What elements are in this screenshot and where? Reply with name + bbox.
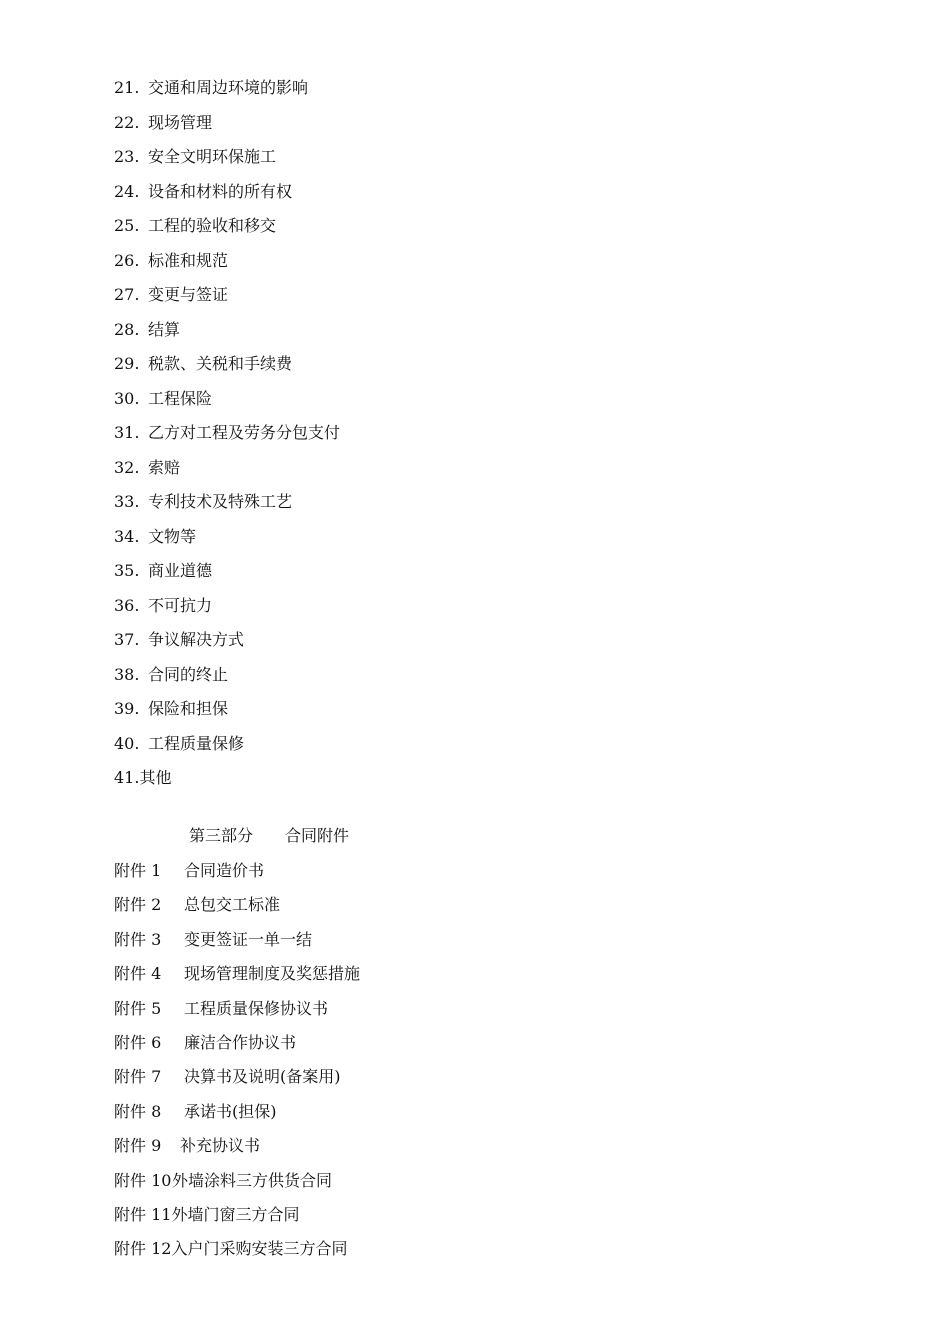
toc-item [114,592,340,627]
toc-item-number: 22. [114,112,140,132]
toc-item-number: 24. [114,181,140,201]
toc-item [114,178,340,213]
toc-item-title: 不可抗力 [148,595,213,615]
toc-item [114,419,340,454]
toc-item [114,523,340,558]
toc-item-number: 27. [114,285,140,304]
annex-item [114,1235,360,1269]
toc-item-number: 28. [114,319,140,339]
toc-item-number: 33. [114,492,140,511]
annex-list [114,857,360,1270]
annex-label: 附件 5 [114,998,162,1018]
annex-title: 补充协议书 [180,1136,261,1156]
toc-item [114,661,340,696]
annex-item [114,1029,360,1063]
toc-item [114,350,340,385]
toc-item [114,764,340,799]
annex-title: 决算书及说明(备案用) [184,1067,341,1087]
annex-title: 承诺书(担保) [184,1101,277,1121]
annex-item [114,1098,360,1132]
toc-item-title: 争议解决方式 [148,630,245,649]
toc-item [114,626,340,661]
toc-item [114,385,340,420]
toc-item [114,454,340,489]
toc-item-title: 设备和材料的所有权 [148,181,293,201]
annex-title: 总包交工标准 [184,895,281,915]
annex-label: 附件 3 [114,929,162,949]
annex-title: 廉洁合作协议书 [184,1032,297,1052]
annex-title: 变更签证一单一结 [184,929,313,949]
toc-item [114,488,340,523]
toc-item [114,695,340,730]
toc-item-number: 36. [114,595,140,615]
annex-item [114,960,360,994]
toc-item-number: 38. [114,664,140,684]
annex-title: 外墙门窗三方合同 [171,1204,300,1224]
annex-item [114,1167,360,1201]
annex-title: 入户门采购安装三方合同 [171,1239,348,1259]
toc-item [114,557,340,592]
annex-title: 合同造价书 [184,861,265,880]
annex-item [114,1063,360,1097]
toc-item-number: 25. [114,216,140,235]
toc-item-title: 工程的验收和移交 [148,216,277,235]
toc-item [114,247,340,282]
toc-item [114,74,340,109]
annex-label: 附件 4 [114,964,162,984]
toc-item-number: 23. [114,147,140,166]
toc-item-title: 交通和周边环境的影响 [148,78,309,97]
toc-item-title: 乙方对工程及劳务分包支付 [148,423,341,442]
toc-item-title: 标准和规范 [148,250,229,270]
annex-label: 附件 2 [114,895,162,915]
toc-list [114,74,340,799]
annex-label: 附件 7 [114,1067,162,1087]
toc-item [114,316,340,351]
toc-item [114,143,340,178]
toc-item-number: 41. [114,768,140,787]
annex-label: 附件 1 [114,861,162,880]
toc-item-title: 工程保险 [148,388,213,408]
annex-label: 附件 12 [114,1239,172,1259]
annex-item [114,891,360,925]
annex-title: 工程质量保修协议书 [184,998,329,1018]
annex-item [114,857,360,891]
part-three-title: 合同附件 [285,826,350,845]
toc-item-title: 工程质量保修 [148,733,245,753]
toc-item-number: 37. [114,630,140,649]
annex-label: 附件 11 [114,1204,172,1224]
annex-item [114,926,360,960]
part-three-label: 第三部分 [189,826,254,845]
toc-item-number: 34. [114,526,140,546]
toc-item [114,730,340,765]
toc-item-number: 31. [114,423,140,442]
toc-item-number: 26. [114,250,140,270]
toc-item-title: 保险和担保 [148,699,229,718]
toc-item [114,281,340,316]
toc-item-title: 结算 [148,319,181,339]
toc-item-title: 变更与签证 [148,285,229,304]
toc-item-number: 35. [114,561,140,580]
annex-label: 附件 6 [114,1032,162,1052]
annex-title: 外墙涂料三方供货合同 [172,1170,333,1190]
toc-item-number: 32. [114,457,140,477]
annex-label: 附件 9 [114,1136,162,1156]
annex-title: 现场管理制度及奖惩措施 [184,964,361,984]
annex-label: 附件 10 [114,1170,172,1190]
toc-item [114,212,340,247]
toc-item-title: 安全文明环保施工 [148,147,277,166]
toc-item-title: 文物等 [148,526,197,546]
toc-item-title: 税款、关税和手续费 [148,354,293,373]
annex-item [114,995,360,1029]
toc-item-title: 现场管理 [148,112,213,132]
annex-item [114,1132,360,1166]
toc-item-title: 合同的终止 [148,664,229,684]
toc-item-title: 其他 [139,768,172,787]
toc-item-number: 30. [114,388,140,408]
part-three-heading [189,822,349,850]
toc-item-number: 39. [114,699,140,718]
toc-item-number: 21. [114,78,140,97]
toc-item-title: 索赔 [148,457,181,477]
toc-item-number: 29. [114,354,140,373]
toc-item [114,109,340,144]
toc-item-title: 商业道德 [148,561,213,580]
toc-item-number: 40. [114,733,140,753]
annex-item [114,1201,360,1235]
annex-label: 附件 8 [114,1101,162,1121]
toc-item-title: 专利技术及特殊工艺 [148,492,293,511]
